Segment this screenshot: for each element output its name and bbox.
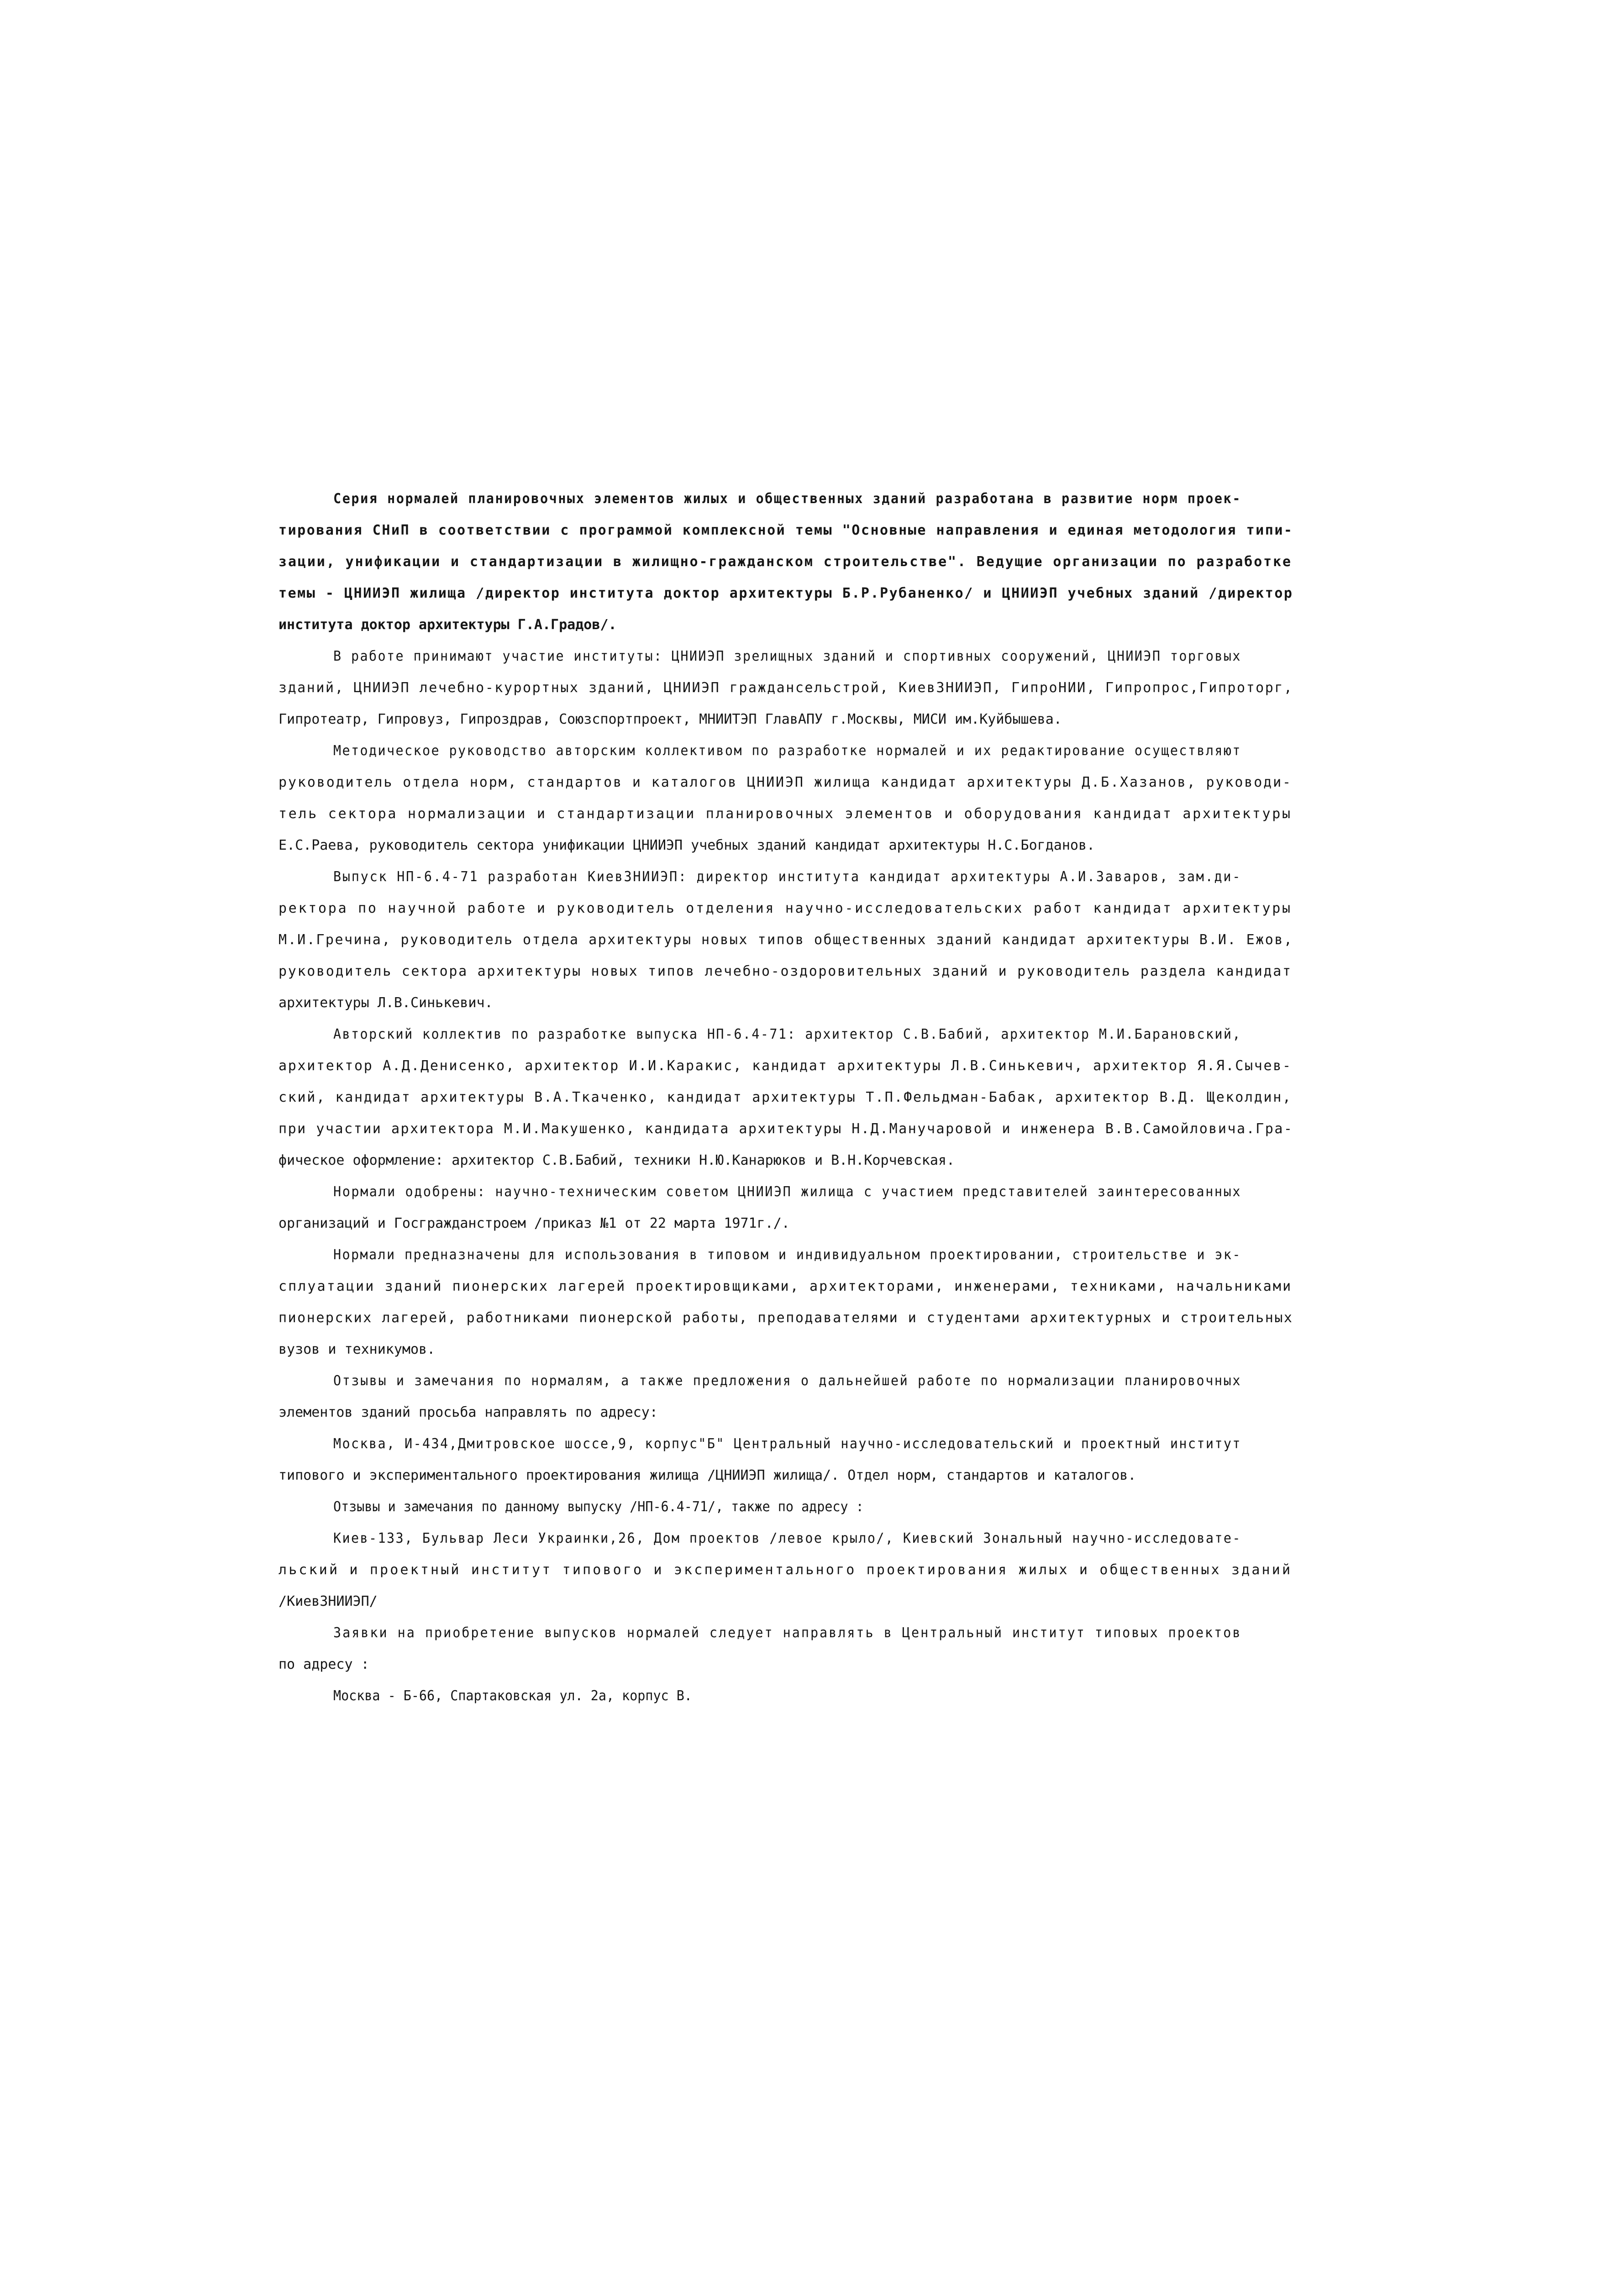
text-line: темы - ЦНИИЭП жилища /директор института доктор архитектуры Б.Р.Рубаненко/ и ЦНИИЭП учебных зданий /директор	[279, 585, 1293, 601]
text-line: элементов зданий просьба направлять по адресу:	[279, 1404, 658, 1420]
text-line: зданий, ЦНИИЭП лечебно-курортных зданий, ЦНИИЭП граждансельстрой, КиевЗНИИЭП, ГипроНИИ, Гипропрос,Гипроторг,	[279, 680, 1293, 696]
text-line: тель сектора нормализации и стандартизации планировочных элементов и оборудования кандидат архитектуры	[279, 806, 1292, 822]
text-line: сплуатации зданий пионерских лагерей проектировщиками, архитекторами, инженерами, техниками, начальниками	[279, 1278, 1293, 1294]
paragraph-participants	[279, 641, 1292, 735]
text-line: Нормали предназначены для использования в типовом и индивидуальном проектировании, строительстве и эк-	[333, 1247, 1241, 1263]
text-line: архитектуры Л.В.Синькевич.	[279, 995, 493, 1011]
text-line: института доктор архитектуры Г.А.Градов/.	[279, 617, 617, 633]
text-line: /КиевЗНИИЭП/	[279, 1593, 378, 1609]
text-line: Нормали одобрены: научно-техническим советом ЦНИИЭП жилища с участием представителей заинтересованных	[333, 1184, 1242, 1200]
text-line: В работе принимают участие институты: ЦНИИЭП зрелищных зданий и спортивных сооружений, ЦНИИЭП торговых	[333, 648, 1241, 664]
paragraph-authors	[279, 1019, 1292, 1176]
text-line: Москва - Б-66, Спартаковская ул. 2а, корпус В.	[333, 1688, 692, 1704]
text-line: пионерских лагерей, работниками пионерской работы, преподавателями и студентами архитектурных и строительных	[279, 1310, 1293, 1326]
text-line: Методическое руководство авторским коллективом по разработке нормалей и их редактирование осуществляют	[333, 743, 1241, 759]
text-line: руководитель сектора архитектуры новых типов лечебно-оздоровительных зданий и руководитель раздела кандидат	[279, 963, 1292, 979]
paragraph-intro	[279, 483, 1292, 641]
text-line: по адресу :	[279, 1656, 369, 1672]
document-body	[279, 483, 1292, 1712]
paragraph-orders	[279, 1617, 1292, 1680]
text-line: Выпуск НП-6.4-71 разработан КиевЗНИИЭП: директор института кандидат архитектуры А.И.Заваров, зам.ди-	[333, 869, 1242, 885]
paragraph-issue	[279, 861, 1292, 1019]
text-line: руководитель отдела норм, стандартов и каталогов ЦНИИЭП жилища кандидат архитектуры Д.Б.Хазанов, руководи-	[279, 774, 1292, 790]
text-line: зации, унификации и стандартизации в жилищно-гражданском строительстве". Ведущие организации по разработке	[279, 554, 1292, 570]
text-line: Гипротеатр, Гипровуз, Гипроздрав, Союзспортпроект, МНИИТЭП ГлавАПУ г.Москвы, МИСИ им.Куйбышева.	[279, 711, 1062, 727]
paragraph-purpose	[279, 1239, 1292, 1365]
text-line: Серия нормалей планировочных элементов жилых и общественных зданий разработана в развитие норм проек-	[333, 491, 1242, 507]
text-line: Москва, И-434,Дмитровское шоссе,9, корпус"Б" Центральный научно-исследовательский и проектный институт	[333, 1436, 1241, 1452]
text-line: фическое оформление: архитектор С.В.Бабий, техники Н.Ю.Канарюков и В.Н.Корчевская.	[279, 1152, 955, 1168]
paragraph-feedback-issue	[279, 1491, 1292, 1523]
text-line: типового и экспериментального проектирования жилища /ЦНИИЭП жилища/. Отдел норм, стандартов и каталогов.	[279, 1467, 1136, 1483]
text-line: М.И.Гречина, руководитель отдела архитектуры новых типов общественных зданий кандидат архитектуры В.И. Ежов,	[279, 932, 1293, 948]
text-line: Заявки на приобретение выпусков нормалей следует направлять в Центральный институт типовых проектов	[333, 1625, 1242, 1641]
text-line: ский, кандидат архитектуры В.А.Ткаченко, кандидат архитектуры Т.П.Фельдман-Бабак, архитектор В.Д. Щеколдин,	[279, 1089, 1292, 1105]
text-line: Отзывы и замечания по нормалям, а также предложения о дальнейшей работе по нормализации планировочных	[333, 1373, 1242, 1389]
text-line: Киев-133, Бульвар Леси Украинки,26, Дом проектов /левое крыло/, Киевский Зональный научно-исследовате-	[333, 1530, 1241, 1546]
text-line: вузов и техникумов.	[279, 1341, 436, 1357]
text-line: Отзывы и замечания по данному выпуску /НП-6.4-71/, также по адресу :	[333, 1499, 864, 1515]
text-line: Е.С.Раева, руководитель сектора унификации ЦНИИЭП учебных зданий кандидат архитектуры Н.С.Богданов.	[279, 837, 1095, 853]
text-line: тирования СНиП в соответствии с программой комплексной темы "Основные направления и единая методология типи-	[279, 522, 1293, 538]
paragraph-address-moscow	[279, 1428, 1292, 1491]
paragraph-approved	[279, 1176, 1292, 1239]
paragraph-feedback	[279, 1365, 1292, 1428]
paragraph-address-kiev	[279, 1523, 1292, 1617]
text-line: при участии архитектора М.И.Макушенко, кандидата архитектуры Н.Д.Манучаровой и инженера В.В.Самойловича.Гра-	[279, 1121, 1293, 1137]
text-line: Авторский коллектив по разработке выпуска НП-6.4-71: архитектор С.В.Бабий, архитектор М.И.Барановский,	[333, 1026, 1241, 1042]
text-line: ректора по научной работе и руководитель отделения научно-исследовательских работ кандидат архитектуры	[279, 900, 1292, 916]
paragraph-address-orders	[279, 1680, 1292, 1712]
text-line: архитектор А.Д.Денисенко, архитектор И.И.Каракис, кандидат архитектуры Л.В.Синькевич, архитектор Я.Я.Сычев-	[279, 1058, 1292, 1074]
text-line: организаций и Госгражданстроем /приказ №1 от 22 марта 1971г./.	[279, 1215, 790, 1231]
paragraph-management	[279, 735, 1292, 861]
text-line: льский и проектный институт типового и экспериментального проектирования жилых и общественных зданий	[279, 1562, 1293, 1578]
